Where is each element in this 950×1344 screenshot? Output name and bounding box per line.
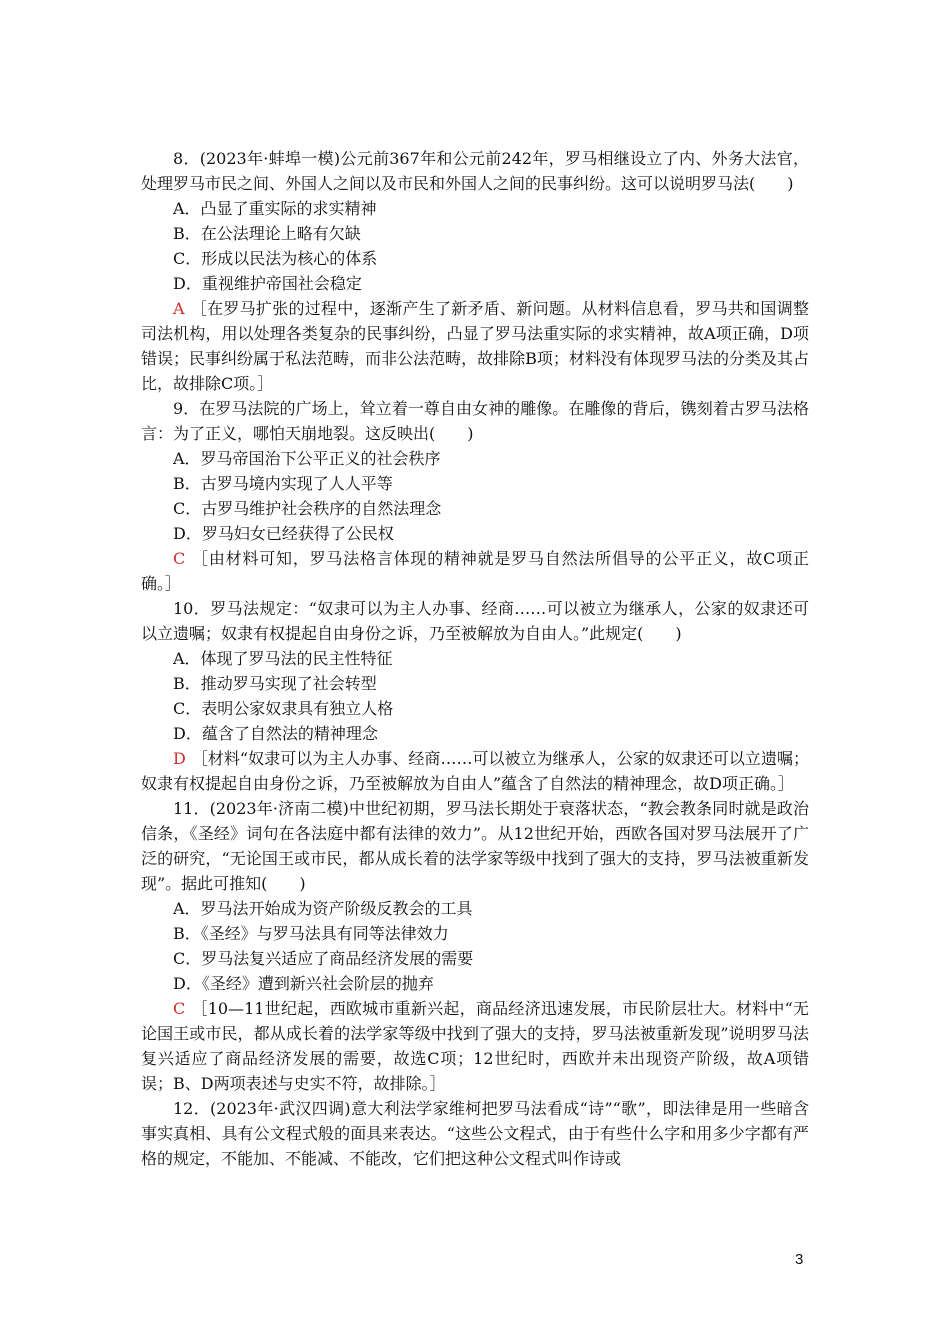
option-c: C．表明公家奴隶具有独立人格 <box>173 699 394 718</box>
answer-explanation <box>141 296 809 396</box>
answer-text: ［材料“奴隶可以为主人办事、经商……可以被立为继承人，公家的奴隶还可以立遗嘱；奴隶有权提起自由身份之诉，乃至被解放为自由人”蕴含了自然法的精神理念，故D项正确。］ <box>141 749 809 793</box>
question-9 <box>141 396 809 596</box>
question-10 <box>141 596 809 796</box>
option-a: A．体现了罗马法的民主性特征 <box>173 649 393 668</box>
answer-letter: C <box>173 999 186 1018</box>
option-b: B．在公法理论上略有欠缺 <box>173 224 361 243</box>
option-d: D．蕴含了自然法的精神理念 <box>173 724 378 743</box>
answer-letter: A <box>173 299 185 318</box>
option-a: A．凸显了重实际的求实精神 <box>173 199 377 218</box>
answer-text: ［10—11世纪起，西欧城市重新兴起，商品经济迅速发展，市民阶层壮大。材料中“无论国王或市民，都从成长着的法学家等级中找到了强大的支持，罗马法被重新发现”说明罗马法复兴适应了商品经济发展的需要，故选C项；12世纪时，西欧并未出现资产阶级，故A项错误；B、D两项表述与史实不符，故排除。］ <box>141 999 809 1093</box>
question-stem: 12．(2023年·武汉四调)意大利法学家维柯把罗马法看成“诗”“歌”，即法律是用一些暗含事实真相、具有公文程式般的面具来表达。“这些公文程式，由于有些什么字和用多少字都有严格的规定，不能加、不能减、不能改，它们把这种公文程式叫作诗或 <box>141 1099 809 1168</box>
question-12 <box>141 1096 809 1171</box>
answer-explanation <box>141 996 809 1096</box>
option-d: D．罗马妇女已经获得了公民权 <box>173 524 394 543</box>
option-a: A．罗马帝国治下公平正义的社会秩序 <box>173 449 441 468</box>
answer-letter: D <box>173 749 186 768</box>
option-c: C．罗马法复兴适应了商品经济发展的需要 <box>173 949 474 968</box>
option-c: C．古罗马维护社会秩序的自然法理念 <box>173 499 442 518</box>
option-b: B．《圣经》与罗马法具有同等法律效力 <box>173 924 449 943</box>
option-a: A．罗马法开始成为资产阶级反教会的工具 <box>173 899 473 918</box>
option-c: C．形成以民法为核心的体系 <box>173 249 378 268</box>
page-number: 3 <box>795 1251 804 1268</box>
option-b: B．古罗马境内实现了人人平等 <box>173 474 393 493</box>
answer-text: ［在罗马扩张的过程中，逐渐产生了新矛盾、新问题。从材料信息看，罗马共和国调整司法机构，用以处理各类复杂的民事纠纷，凸显了罗马法重实际的求实精神，故A项正确，D项错误；民事纠纷属于私法范畴，而非公法范畴，故排除B项；材料没有体现罗马法的分类及其占比，故排除C项。］ <box>141 299 809 393</box>
question-11 <box>141 796 809 1096</box>
option-d: D．重视维护帝国社会稳定 <box>173 274 362 293</box>
question-stem: 10．罗马法规定：“奴隶可以为主人办事、经商……可以被立为继承人，公家的奴隶还可以立遗嘱；奴隶有权提起自由身份之诉，乃至被解放为自由人。”此规定( ) <box>141 599 809 643</box>
option-b: B．推动罗马实现了社会转型 <box>173 674 377 693</box>
option-d: D．《圣经》遭到新兴社会阶层的抛弃 <box>173 974 434 993</box>
answer-text: ［由材料可知，罗马法格言体现的精神就是罗马自然法所倡导的公平正义，故C项正确。］ <box>141 549 809 593</box>
answer-explanation <box>141 746 809 796</box>
questions-content <box>141 146 809 1171</box>
question-8 <box>141 146 809 396</box>
question-stem: 9．在罗马法院的广场上，耸立着一尊自由女神的雕像。在雕像的背后，镌刻着古罗马法格言：为了正义，哪怕天崩地裂。这反映出( ) <box>141 399 809 443</box>
question-stem: 8．(2023年·蚌埠一模)公元前367年和公元前242年，罗马相继设立了内、外务大法官，处理罗马市民之间、外国人之间以及市民和外国人之间的民事纠纷。这可以说明罗马法( ) <box>141 149 809 193</box>
question-stem: 11．(2023年·济南二模)中世纪初期，罗马法长期处于衰落状态，“教会教条同时就是政治信条，《圣经》词句在各法庭中都有法律的效力”。从12世纪开始，西欧各国对罗马法展开了广泛的研究，“无论国王或市民，都从成长着的法学家等级中找到了强大的支持，罗马法被重新发现”。据此可推知( ) <box>141 799 809 893</box>
answer-explanation <box>141 546 809 596</box>
answer-letter: C <box>173 549 186 568</box>
